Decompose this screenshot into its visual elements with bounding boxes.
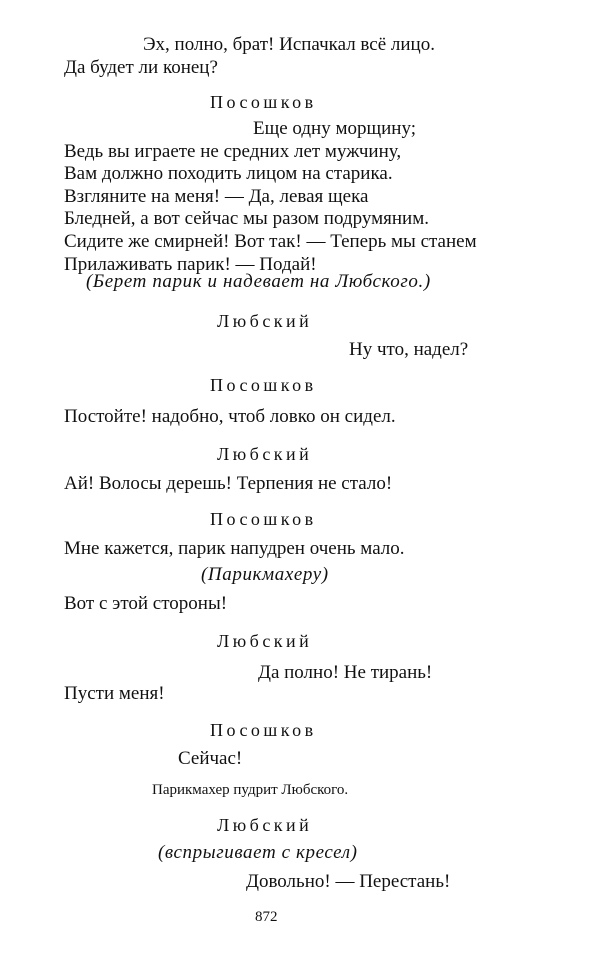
speaker-name: Любский <box>217 631 313 651</box>
verse-line: Взгляните на меня! — Да, левая щека <box>64 186 369 207</box>
speaker-name: Посошков <box>210 509 317 529</box>
verse-line: Вот с этой стороны! <box>64 593 228 614</box>
verse-line: Да будет ли конец? <box>64 57 218 78</box>
verse-line: Пусти меня! <box>64 683 165 704</box>
verse-line: Сидите же смирней! Вот так! — Теперь мы станем <box>64 231 477 252</box>
speaker-name: Любский <box>217 311 313 331</box>
verse-line: Ну что, надел? <box>349 339 469 360</box>
stage-direction: Парикмахер пудрит Любского. <box>152 782 349 798</box>
verse-line: Постойте! надобно, чтоб ловко он сидел. <box>64 406 396 427</box>
verse-line: Мне кажется, парик напудрен очень мало. <box>64 538 405 559</box>
verse-line: Сейчас! <box>178 748 243 769</box>
speaker-name: Посошков <box>210 375 317 395</box>
verse-line: Ай! Волосы дерешь! Терпения не стало! <box>64 473 393 494</box>
verse-line: Бледней, а вот сейчас мы разом подрумяним. <box>64 208 429 229</box>
speaker-name: Посошков <box>210 720 317 740</box>
stage-direction: (вспрыгивает с кресел) <box>158 842 358 863</box>
verse-line: Эх, полно, брат! Испачкал всё лицо. <box>143 34 435 55</box>
verse-line: Вам должно походить лицом на старика. <box>64 163 393 184</box>
page-number: 872 <box>255 909 278 925</box>
verse-line: Да полно! Не тирань! <box>258 662 433 683</box>
speaker-name: Любский <box>217 815 313 835</box>
speaker-name: Посошков <box>210 92 317 112</box>
verse-line: Довольно! — Перестань! <box>246 871 451 892</box>
verse-line: Ведь вы играете не средних лет мужчину, <box>64 141 402 162</box>
verse-line: Еще одну морщину; <box>253 118 416 139</box>
speaker-name: Любский <box>217 444 313 464</box>
verse-line: Прилаживать парик! — Подай! <box>64 254 317 275</box>
stage-direction: (Берет парик и надевает на Любского.) <box>86 271 431 292</box>
stage-direction: (Парикмахеру) <box>201 564 329 585</box>
